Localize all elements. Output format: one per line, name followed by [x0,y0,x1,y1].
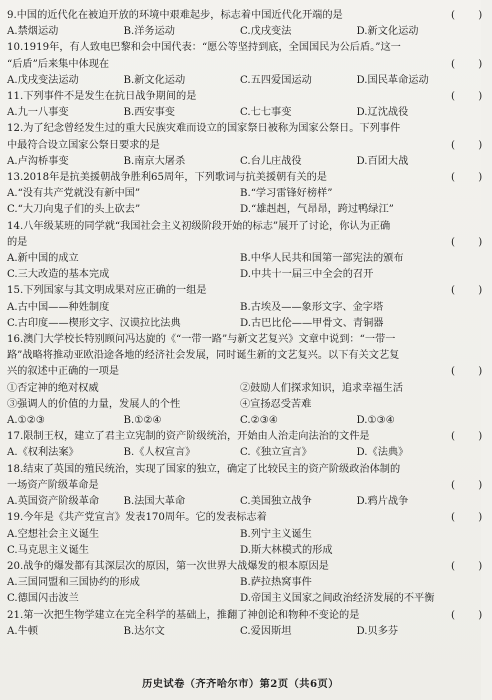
question-continuation [7,478,492,494]
answer-options [7,73,473,89]
question-stem-line [7,40,473,56]
question-item [7,170,492,219]
answer-option: D.国民革命运动 [356,74,429,86]
question-stem: 11.下列事件不是发生在抗日战争期间的是 [7,91,197,103]
question-stem: 14.八年级某班的同学就“我国社会主义初级阶段开始的标志”展开了讨论，你认为正确 [7,220,391,232]
answer-bracket: ( ) [451,609,492,621]
question-stem-line [7,283,492,299]
answer-choice: D.①③④ [356,415,395,427]
answer-bracket: ( ) [451,560,492,572]
question-stem-line [7,219,473,235]
answer-options [7,575,473,607]
question-item [7,332,492,429]
answer-options [7,154,473,170]
answer-options [7,527,473,559]
answer-option: ③强调人的价值的力量，发展人的个性 [7,398,181,410]
answer-option: B.列宁主义诞生 [240,528,312,540]
question-item [7,462,492,511]
answer-option: A.卢沟桥事变 [7,155,69,167]
question-stem-line [7,462,473,478]
answer-option: A.禁烟运动 [7,26,59,38]
answer-bracket: ( ) [451,10,492,21]
question-continuation [7,348,473,364]
answer-options [7,624,473,640]
question-stem: 18.结束了英国的殖民统治，实现了国家的独立，确定了比较民主的资产阶级政治体制的 [7,463,401,475]
answer-option: C.五四爱国运动 [240,74,312,86]
question-item [7,40,492,89]
question-item [7,89,492,121]
answer-options [7,251,473,283]
question-stem: 21.第一次把生物学建立在完全科学的基础上，推翻了神创论和物种不变论的是 [7,609,360,621]
answer-option: D.中共十一届三中全会的召开 [240,269,374,281]
question-item [7,283,492,332]
question-stem: 15.下列国家与其文明成果对应正确的一组是 [7,285,207,297]
answer-option: B.《人权宣言》 [123,447,196,459]
question-stem-continued: 兴的叙述中正确的一项是 [7,366,120,378]
answer-option: C.三大改造的基本完成 [7,269,110,281]
answer-option: C.爱因斯坦 [240,625,292,637]
answer-option: D.贝多芬 [356,625,399,637]
answer-options [7,186,473,218]
question-stem-continued: 的是 [7,236,28,248]
answer-bracket: ( ) [451,139,492,151]
question-stem-line [7,89,492,105]
question-stem: 12.为了纪念曾经发生过的重大民族灾难而设立的国家祭日被称为国家公祭日。下列事件 [7,123,401,135]
answer-option: A.三国同盟和三国协约的形成 [7,577,140,589]
answer-option: A.英国资产阶级革命 [7,496,100,508]
answer-option: B.西安事变 [123,107,175,119]
answer-option: D.古巴比伦——甲骨文、青铜器 [240,317,384,329]
answer-bracket: ( ) [451,431,492,443]
answer-options [7,300,473,332]
question-item [7,559,492,608]
answer-option: B.洋务运动 [123,26,175,38]
question-stem-continued: “后盾”后来集中体现在 [7,58,110,70]
answer-bracket: ( ) [451,512,492,524]
question-stem: 20.战争的爆发都有其深层次的原因，第一次世界大战爆发的根本原因是 [7,560,329,572]
answer-bracket: ( ) [451,285,492,297]
answer-bracket: ( ) [451,91,492,103]
answer-option: ②鼓励人们探求知识，追求幸福生活 [240,382,403,394]
answer-option: B.萨拉热窝事件 [240,577,312,589]
answer-bracket: ( ) [451,236,492,248]
answer-choices [7,413,473,429]
answer-option: A.《权利法案》 [7,447,79,459]
question-stem-continued: 中最符合设立国家公祭日要求的是 [7,139,160,151]
question-stem-line [7,121,473,137]
answer-option: B.古埃及——象形文字、金字塔 [240,301,384,313]
answer-bracket: ( ) [451,172,492,184]
answer-option: D.斯大林模式的形成 [240,544,333,556]
question-stem-line [7,608,492,624]
question-stem-line [7,559,492,575]
answer-option: C.马克思主义诞生 [7,544,89,556]
answer-option: ①否定神的绝对权威 [7,382,99,394]
answer-option: C.“大刀向鬼子们的头上砍去” [7,204,141,216]
answer-bracket: ( ) [451,479,492,491]
question-continuation [7,138,492,154]
question-stem-line [7,170,492,186]
question-stem-line [7,332,473,348]
question-stem: 19.今年是《共产党宣言》发表170周年。它的发表标志着 [7,512,267,524]
answer-choice: B.①②④ [123,415,162,427]
answer-option: C.台儿庄战役 [240,155,302,167]
answer-option: ④宣扬忍受苦难 [240,398,312,410]
answer-option: A.“没有共产党就没有新中国” [7,188,141,200]
page-footer: 历史试卷（齐齐哈尔市）第2页（共6页） [142,678,339,690]
question-item [7,429,492,461]
question-item [7,510,492,559]
answer-option: D.新文化运动 [356,26,419,38]
question-stem-line [7,510,492,526]
answer-option: A.空想社会主义诞生 [7,528,100,540]
answer-option: B.中华人民共和国第一部宪法的颁布 [240,253,404,265]
question-item [7,219,492,284]
question-stem: 17.限制王权，建立了君主立宪制的资产阶级统治，开始由人治走向法治的文件是 [7,431,370,443]
answer-option: A.新中国的成立 [7,253,79,265]
answer-option: A.古中国——种姓制度 [7,301,110,313]
answer-option: D.帝国主义国家之间政治经济发展的不平衡 [240,593,435,605]
question-item [7,121,492,170]
question-stem: 13.2018年是抗美援朝战争胜利65周年，下列歌词与抗美援朝有关的是 [7,172,327,184]
answer-options [7,24,473,40]
question-stem-continued: 路”战略将推动亚欧沿途各地的经济社会发展，同时诞生新的文艺复兴。以下有关文艺复 [7,350,400,362]
answer-option: B.达尔文 [123,625,165,637]
question-item [7,608,492,640]
answer-option: A.牛顿 [7,625,38,637]
question-list [7,8,492,640]
answer-bracket: ( ) [451,366,492,378]
answer-option: D.“雄赳赳，气昂昂，跨过鸭绿江” [240,204,394,216]
answer-options [7,381,473,413]
question-continuation [7,57,492,73]
answer-option: C.古印度——楔形文字、汉谟拉比法典 [7,317,181,329]
question-stem-line [7,8,492,24]
answer-option: C.美国独立战争 [240,496,312,508]
question-stem: 16.澳门大学校长特别顾问冯达旋的《“一带一路”与新文艺复兴》文章中说到：“一带一 [7,334,396,346]
answer-options [7,494,473,510]
answer-option: B.“学习雷锋好榜样” [240,188,333,200]
answer-option: B.法国大革命 [123,496,186,508]
answer-option: A.九一八事变 [7,107,69,119]
answer-option: C.德国闪击波兰 [7,593,79,605]
answer-option: B.新文化运动 [123,74,186,86]
answer-option: D.《法典》 [356,447,409,459]
question-continuation [7,364,492,380]
question-stem: 10.1919年，有人致电巴黎和会中国代表：“愿公等坚持到底，全国国民为公后盾。”这一 [7,42,401,54]
answer-option: D.百团大战 [356,155,409,167]
answer-choice: A.①②③ [7,415,45,427]
answer-choice: C.②③④ [240,415,279,427]
question-stem-line [7,429,492,445]
answer-options [7,445,473,461]
question-item [7,8,492,40]
question-stem-continued: 一场资产阶级革命是 [7,479,99,491]
answer-option: B.南京大屠杀 [123,155,186,167]
answer-bracket: ( ) [451,58,492,70]
answer-option: A.戊戌变法运动 [7,74,79,86]
answer-option: C.《独立宣言》 [240,447,312,459]
answer-options [7,105,473,121]
question-continuation [7,235,492,251]
question-stem: 9.中国的近代化在被迫开放的环境中艰难起步，标志着中国近代化开端的是 [7,10,343,21]
answer-option: D.辽沈战役 [356,107,409,119]
answer-option: D.鸦片战争 [356,496,409,508]
answer-option: C.戊戌变法 [240,26,292,38]
answer-option: C.七七事变 [240,107,292,119]
